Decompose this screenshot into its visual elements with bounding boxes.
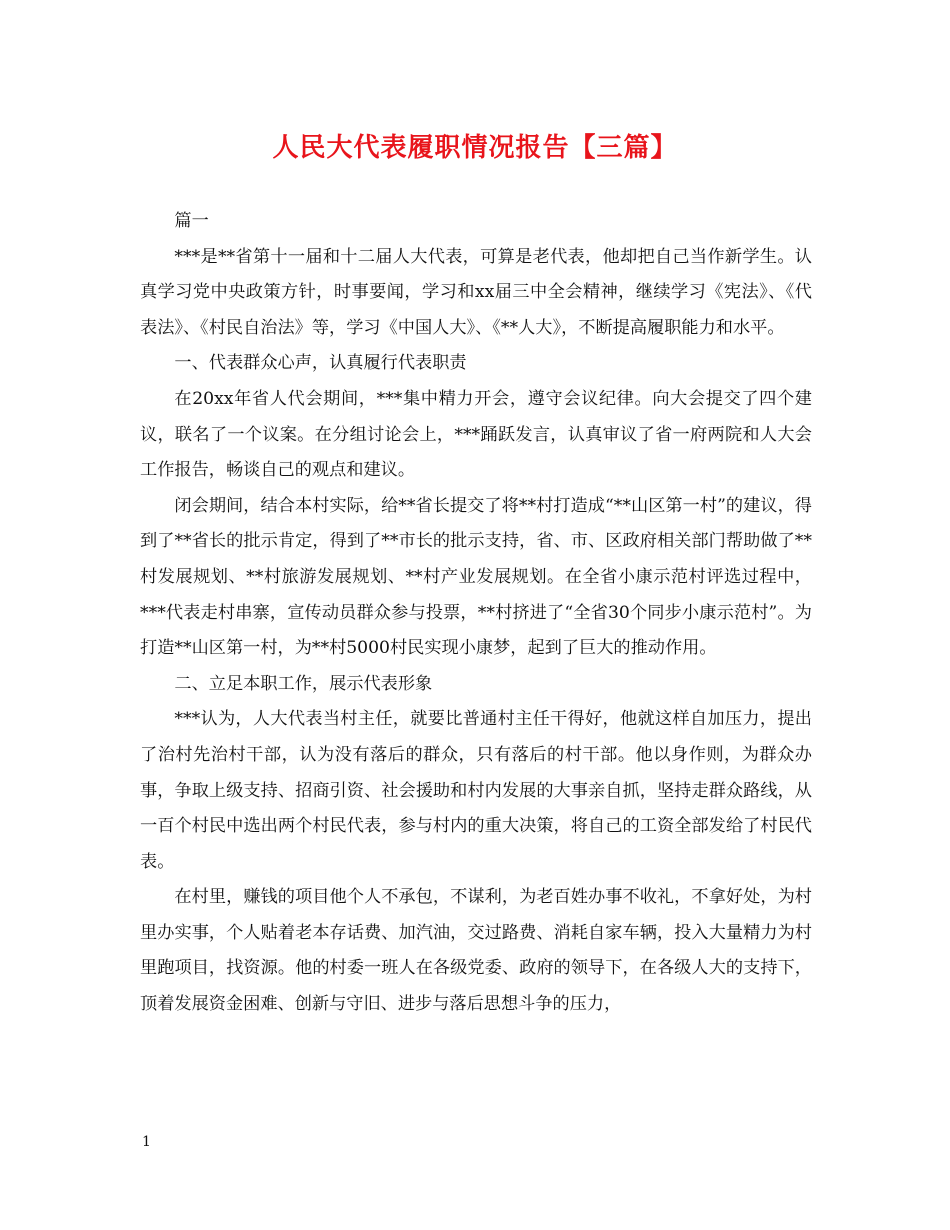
- section-heading: 篇一: [174, 211, 209, 231]
- body-paragraph: 在20xx年省人代会期间，***集中精力开会，遵守会议纪律。向大会提交了四个建议，联名了一个议案。在分组讨论会上，***踊跃发言，认真审议了省一府两院和人大会工作报告，畅谈自己的观点和建议。: [140, 388, 812, 481]
- section-heading: 二、立足本职工作，展示代表形象: [174, 673, 433, 694]
- document-title: 人民大代表履职情况报告【三篇】: [272, 133, 678, 163]
- document-body: [140, 204, 812, 1023]
- body-paragraph: 闭会期间，结合本村实际，给**省长提交了将**村打造成“**山区第一村”的建议，得到了**省长的批示肯定，得到了**市长的批示支持，省、市、区政府相关部门帮助做了**村发展规划、**村旅游发展规划、**村产业发展规划。在全省小康示范村评选过程中，***代表走村串寨，宣传动员群众参与投票，**村挤进了“全省30个同步小康示范村”。为打造**山区第一村，为**村5000村民实现小康梦，起到了巨大的推动作用。: [140, 495, 812, 659]
- page-number: 1: [142, 1134, 151, 1150]
- body-paragraph: ***认为，人大代表当村主任，就要比普通村主任干得好，他就这样自加压力，提出了治村先治村干部，认为没有落后的群众，只有落后的村干部。他以身作则，为群众办事，争取上级支持、招商引资、社会援助和村内发展的大事亲自抓，坚持走群众路线，从一百个村民中选出两个村民代表，参与村内的重大决策，将自己的工资全部发给了村民代表。: [140, 709, 812, 872]
- body-paragraph: 在村里，赚钱的项目他个人不承包，不谋利，为老百姓办事不收礼，不拿好处，为村里办实事，个人贴着老本存话费、加汽油，交过路费、消耗自家车辆，投入大量精力为村里跑项目，找资源。他的村委一班人在各级党委、政府的领导下，在各级人大的支持下，顶着发展资金困难、创新与守旧、进步与落后思想斗争的压力，: [140, 887, 812, 1015]
- section-heading: 一、代表群众心声，认真履行代表职责: [174, 353, 467, 374]
- body-paragraph: ***是**省第十一届和十二届人大代表，可算是老代表，他却把自己当作新学生。认真学习党中央政策方针，时事要闻，学习和xx届三中全会精神，继续学习《宪法》、《代表法》、《村民自治法》等，学习《中国人大》、《**人大》，不断提高履职能力和水平。: [140, 246, 812, 338]
